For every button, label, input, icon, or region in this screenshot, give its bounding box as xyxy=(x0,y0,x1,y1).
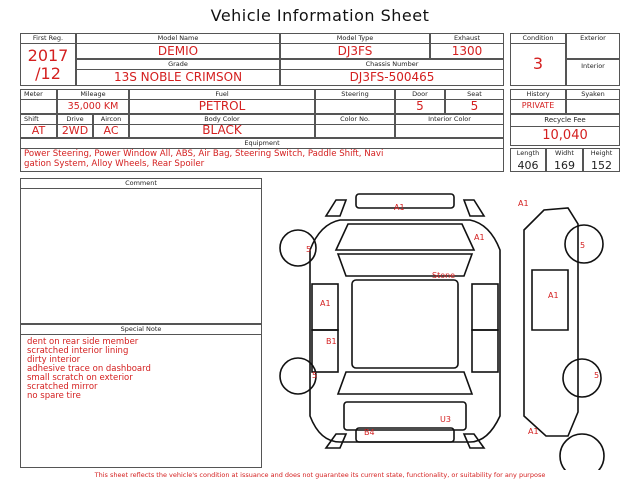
recycle-fee-label: Recycle Fee xyxy=(511,115,619,127)
comment-box xyxy=(20,178,262,324)
width-label: Widht xyxy=(555,149,574,157)
special-note-line: adhesive trace on dashboard xyxy=(27,364,151,374)
model-name-cell xyxy=(76,33,280,59)
footer-disclaimer: This sheet reflects the vehicle's condition at issuance and does not guarantee its current state, functionality, or suitability for any purpose xyxy=(94,471,546,479)
body-color-cell xyxy=(129,114,315,138)
side-profile-window xyxy=(532,270,568,330)
length-value: 406 xyxy=(517,159,539,172)
interior-color-cell xyxy=(395,114,504,138)
grade-label: Grade xyxy=(77,60,279,70)
mark-roof: Stone xyxy=(432,271,456,280)
mark-front-right-tire: 5 xyxy=(580,241,586,250)
color-no-label: Color No. xyxy=(316,115,394,125)
first-reg-cell xyxy=(20,33,76,86)
steering-cell xyxy=(315,89,395,114)
history-cell xyxy=(510,89,566,114)
equipment-label: Equipment xyxy=(21,139,503,149)
meter-cell xyxy=(20,89,57,114)
drive-value: 2WD xyxy=(61,124,89,137)
exterior-label: Exterior xyxy=(580,34,606,42)
exhaust-value: 1300 xyxy=(451,44,483,58)
interior-cell xyxy=(566,59,620,86)
hood-shape xyxy=(336,224,474,250)
condition-cell xyxy=(510,33,566,86)
mark-rear-bumper-right: A1 xyxy=(528,427,539,436)
fuel-value: PETROL xyxy=(198,99,246,113)
mark-front-left-tire: 5 xyxy=(306,245,312,254)
grade-value: 13S NOBLE CRIMSON xyxy=(113,70,243,84)
shift-cell xyxy=(20,114,57,138)
mark-hood: A1 xyxy=(474,233,485,242)
special-note-box xyxy=(20,324,262,468)
equipment-line-2: gation System, Alloy Wheels, Rear Spoiler xyxy=(24,159,205,169)
equipment-cell xyxy=(20,138,504,172)
special-note-line: dent on rear side member xyxy=(27,337,139,347)
drive-cell xyxy=(57,114,93,138)
color-no-cell xyxy=(315,114,395,138)
mark-left-door-front: A1 xyxy=(320,299,331,308)
front-left-corner-shape xyxy=(464,200,484,216)
first-reg-year: 2017 xyxy=(27,46,69,65)
condition-value: 3 xyxy=(532,54,544,73)
history-label: History xyxy=(511,90,565,100)
fuel-cell xyxy=(129,89,315,114)
rear-window-shape xyxy=(338,372,472,394)
length-label: Length xyxy=(516,149,540,157)
interior-label: Interior xyxy=(581,62,605,70)
special-note-line: small scratch on exterior xyxy=(27,373,133,383)
model-type-cell xyxy=(280,33,430,59)
special-note-label: Special Note xyxy=(21,325,261,335)
model-name-value: DEMIO xyxy=(157,44,199,58)
right-side-shape xyxy=(472,284,498,330)
model-type-label: Model Type xyxy=(281,34,429,44)
body-color-value: BLACK xyxy=(202,123,242,137)
history-value: PRIVATE xyxy=(521,101,555,110)
chassis-cell xyxy=(280,59,504,86)
height-cell xyxy=(583,148,620,172)
shift-value: AT xyxy=(31,124,46,137)
comment-label: Comment xyxy=(21,179,261,189)
exterior-cell xyxy=(566,33,620,59)
mileage-value: 35,000 KM xyxy=(67,101,119,112)
interior-color-label: Interior Color xyxy=(396,115,503,125)
body-color-label: Body Color xyxy=(130,115,314,125)
exhaust-label: Exhaust xyxy=(431,34,503,44)
height-label: Height xyxy=(590,149,613,157)
width-cell xyxy=(546,148,583,172)
roof-shape xyxy=(352,280,458,368)
spare-tire xyxy=(560,434,604,470)
seat-label: Seat xyxy=(446,90,503,100)
special-note-line: dirty interior xyxy=(27,355,81,365)
mark-left-door-rear: B1 xyxy=(326,337,337,346)
syaken-label: Syaken xyxy=(567,90,619,100)
mark-front-bumper: A1 xyxy=(394,203,405,212)
fuel-label: Fuel xyxy=(130,90,314,100)
steering-label: Steering xyxy=(316,90,394,100)
mark-rear-left-tire: 5 xyxy=(312,371,318,380)
shift-label: Shift xyxy=(21,115,56,125)
front-bumper-shape xyxy=(356,194,454,208)
height-value: 152 xyxy=(591,159,612,172)
door-value: 5 xyxy=(416,99,424,113)
mileage-label: Mileage xyxy=(58,90,128,100)
aircon-label: Aircon xyxy=(94,115,128,125)
car-damage-diagram xyxy=(268,180,628,470)
grade-cell xyxy=(76,59,280,86)
mark-right-side: A1 xyxy=(548,291,559,300)
drive-label: Drive xyxy=(58,115,92,125)
recycle-fee-value: 10,040 xyxy=(542,128,588,143)
exhaust-cell xyxy=(430,33,504,59)
chassis-value: DJ3FS-500465 xyxy=(349,70,435,84)
aircon-cell xyxy=(93,114,129,138)
door-cell xyxy=(395,89,445,114)
special-note-line: scratched mirror xyxy=(27,382,98,392)
model-type-value: DJ3FS xyxy=(337,44,373,58)
meter-label: Meter xyxy=(21,90,56,100)
first-reg-month: /12 xyxy=(35,64,61,83)
seat-value: 5 xyxy=(470,99,479,113)
right-rear-side-shape xyxy=(472,330,498,372)
door-label: Door xyxy=(396,90,444,100)
front-right-corner-shape xyxy=(326,200,346,216)
mileage-cell xyxy=(57,89,129,114)
equipment-line-1: Power Steering, Power Window All, ABS, Air Bag, Steering Switch, Paddle Shift, Navi xyxy=(24,149,384,159)
mark-rear-right-tire: 5 xyxy=(594,371,600,380)
length-cell xyxy=(510,148,546,172)
syaken-cell xyxy=(566,89,620,114)
model-name-label: Model Name xyxy=(77,34,279,44)
special-note-line: no spare tire xyxy=(27,391,81,401)
width-value: 169 xyxy=(554,159,575,172)
seat-cell xyxy=(445,89,504,114)
mark-front-right-corner: A1 xyxy=(518,199,529,208)
special-note-line: scratched interior lining xyxy=(27,346,129,356)
aircon-value: AC xyxy=(103,124,119,137)
mark-rear-bumper-left: B4 xyxy=(364,428,375,437)
recycle-fee-cell xyxy=(510,114,620,146)
chassis-label: Chassis Number xyxy=(281,60,503,70)
page-title: Vehicle Information Sheet xyxy=(210,6,430,25)
first-reg-label: First Reg. xyxy=(21,34,75,44)
mark-trunk: U3 xyxy=(440,415,451,424)
condition-label: Condition xyxy=(511,34,565,44)
